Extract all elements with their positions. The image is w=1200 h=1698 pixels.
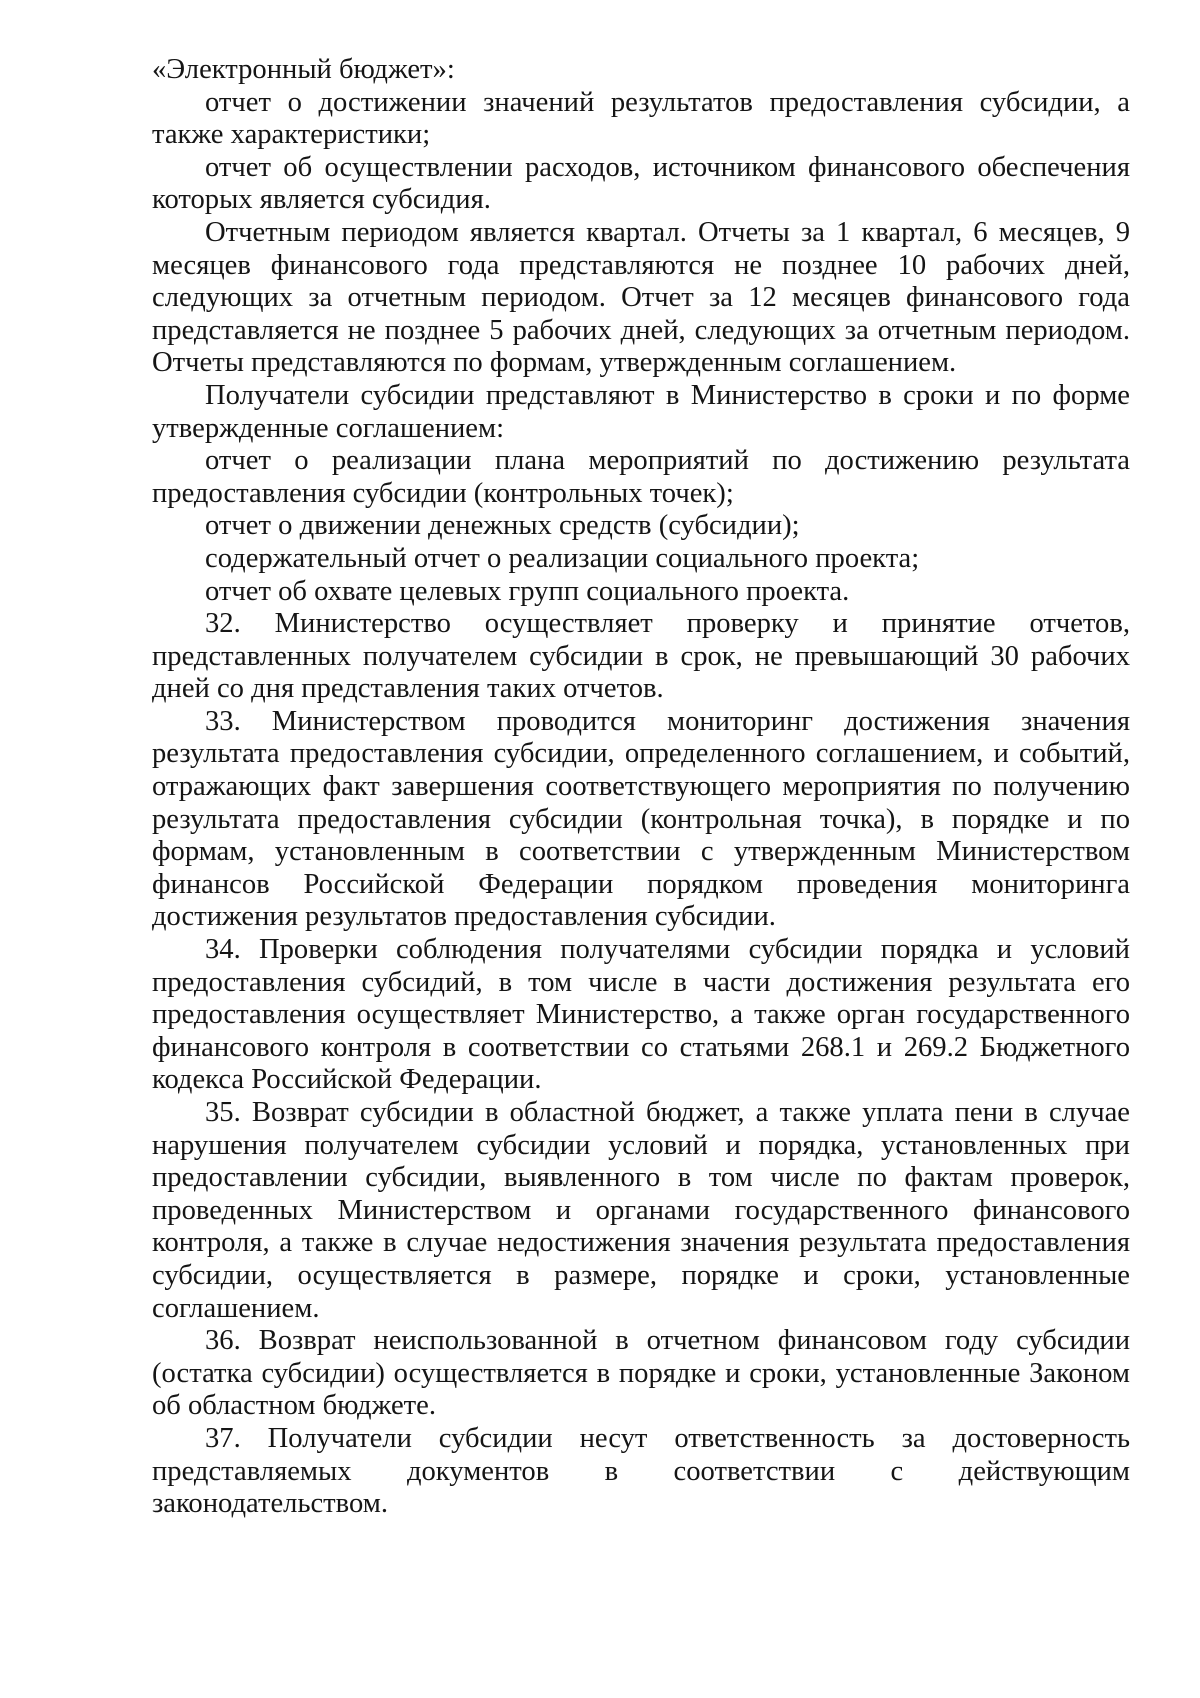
paragraph-report-plan: отчет о реализации плана мероприятий по достижению результата предоставления субсидии (контрольных точек);: [152, 445, 1130, 509]
paragraph-report-target-groups: отчет об охвате целевых групп социального проекта.: [205, 575, 850, 607]
paragraph-item-35: 35. Возврат субсидии в областной бюджет, а также уплата пени в случае нарушения получателем субсидии условий и порядка, установленных при предоставлении субсидии, выявленного в том числе по фактам проверок, проведенных Министерством и органами государственного финансового контроля, а также в случае недостижения значения результата предоставления субсидии, осуществляется в размере, порядке и сроки, установленные соглашением.: [152, 1097, 1130, 1324]
paragraph-report-content: содержательный отчет о реализации социального проекта;: [205, 542, 920, 574]
paragraph-report-cash-flow: отчет о движении денежных средств (субсидии);: [205, 510, 800, 542]
paragraph-item-37: 37. Получатели субсидии несут ответственность за достоверность представляемых документов в соответствии с действующим законодательством.: [152, 1422, 1130, 1520]
paragraph-reporting-period: Отчетным периодом является квартал. Отчеты за 1 квартал, 6 месяцев, 9 месяцев финансового года представляются не позднее 10 рабочих дней, следующих за отчетным периодом. Отчет за 12 месяцев финансового года представляется не позднее 5 рабочих дней, следующих за отчетным периодом. Отчеты представляются по формам, утвержденным соглашением.: [152, 216, 1130, 379]
paragraph-item-36: 36. Возврат неиспользованной в отчетном финансовом году субсидии (остатка субсидии) осуществляется в порядке и сроки, установленные Законом об областном бюджете.: [152, 1325, 1130, 1422]
paragraph-recipients-submit: Получатели субсидии представляют в Министерство в сроки и по форме утвержденные соглашением:: [152, 379, 1130, 444]
paragraph-report-expenses: отчет об осуществлении расходов, источником финансового обеспечения которых является субсидия.: [152, 151, 1130, 216]
paragraph-item-33: 33. Министерством проводится мониторинг достижения значения результата предоставления субсидии, определенного соглашением, и событий, отражающих факт завершения соответствующего мероприятия по получению результата предоставления субсидии (контрольная точка), в порядке и по формам, установленным в соответствии с утвержденным Министерством финансов Российской Федерации порядком проведения мониторинга достижения результатов предоставления субсидии.: [152, 705, 1130, 933]
paragraph-item-34: 34. Проверки соблюдения получателями субсидии порядка и условий предоставления субсидий, в том числе в части достижения результата его предоставления осуществляет Министерство, а также орган государственного финансового контроля в соответствии со статьями 268.1 и 269.2 Бюджетного кодекса Российской Федерации.: [152, 934, 1130, 1096]
paragraph-report-results: отчет о достижении значений результатов предоставления субсидии, а также характеристики;: [152, 86, 1130, 151]
paragraph-continuation: «Электронный бюджет»:: [152, 54, 455, 85]
document-page: [152, 54, 1130, 1521]
paragraph-item-32: 32. Министерство осуществляет проверку и принятие отчетов, представленных получателем субсидии в срок, не превышающий 30 рабочих дней со дня представления таких отчетов.: [152, 608, 1130, 705]
